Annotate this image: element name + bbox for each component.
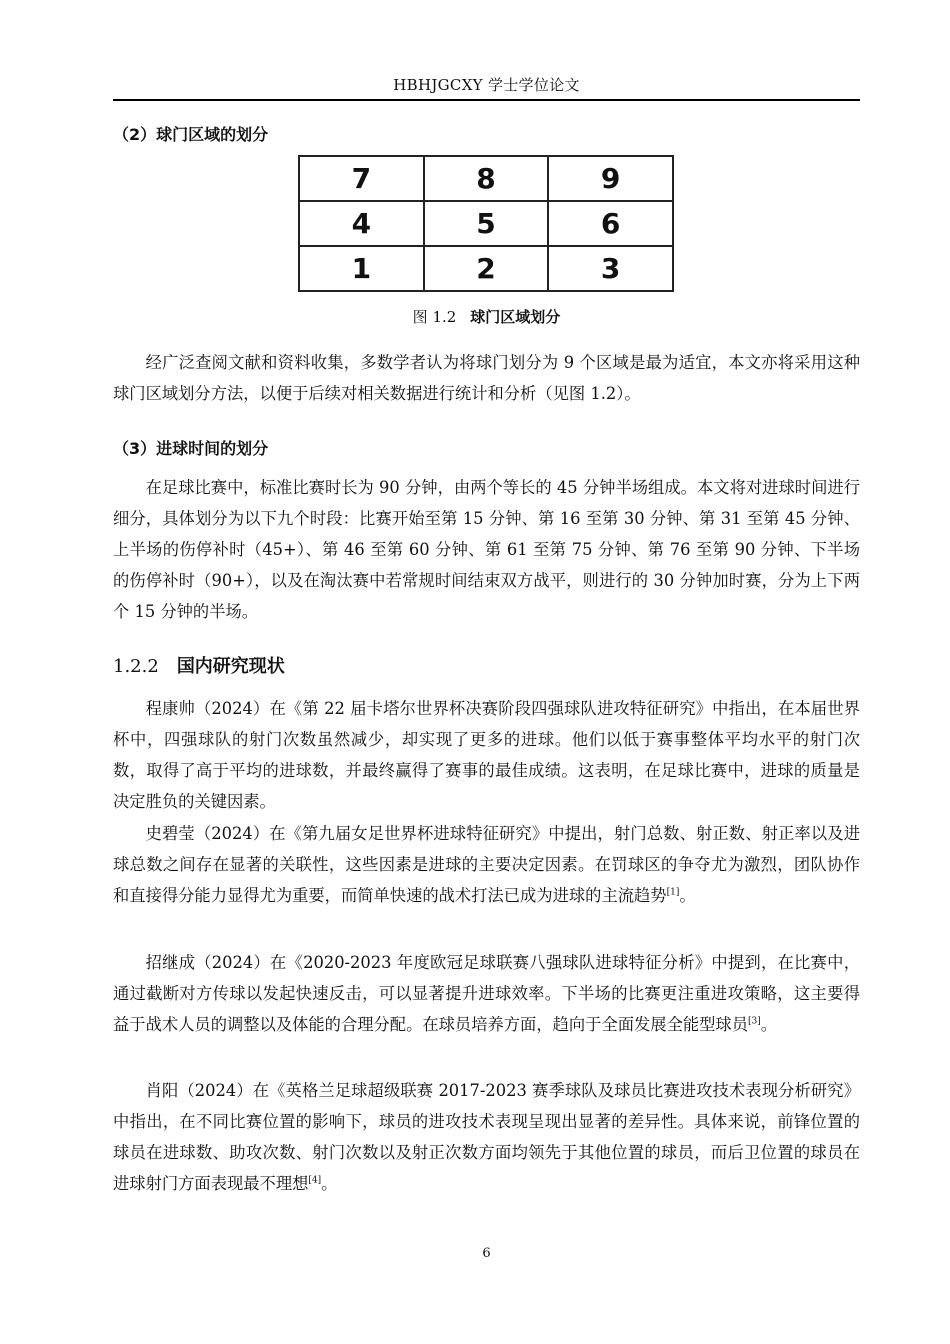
figure-label: 图 1.2 xyxy=(412,308,457,326)
grid-cell: 4 xyxy=(299,201,424,246)
header-rule xyxy=(113,99,860,101)
running-header: HBHJGCXY 学士学位论文 xyxy=(393,76,580,94)
grid-cell: 2 xyxy=(424,246,549,291)
paragraph-cheng xyxy=(113,693,860,817)
grid-cell: 1 xyxy=(299,246,424,291)
section-title: 国内研究现状 xyxy=(176,656,285,677)
grid-cell: 3 xyxy=(548,246,673,291)
grid-cell: 7 xyxy=(299,156,424,201)
citation-ref: [3] xyxy=(747,1016,761,1027)
grid-row xyxy=(299,156,673,201)
paragraph-shi xyxy=(113,818,860,911)
paragraph-text: 程康帅（2024）在《第 22 届卡塔尔世界杯决赛阶段四强球队进攻特征研究》中指出，在本届世界杯中，四强球队的射门次数虽然减少，却实现了更多的进球。他们以低于赛事整体平均水平的射门次数，取得了高于平均的进球数，并最终赢得了赛事的最佳成绩。这表明，在足球比赛中，进球的质量是决定胜负的关键因素。 xyxy=(113,699,860,811)
grid-cell: 6 xyxy=(548,201,673,246)
paragraph-end: 。 xyxy=(321,1174,338,1193)
subsection-heading-goal-zones: （2）球门区域的划分 xyxy=(113,125,269,144)
paragraph-text: 肖阳（2024）在《英格兰足球超级联赛 2017-2023 赛季球队及球员比赛进攻技术表现分析研究》中指出，在不同比赛位置的影响下，球员的进攻技术表现呈现出显著的差异性。具体来说，前锋位置的球员在进球数、助攻次数、射门次数以及射正次数方面均领先于其他位置的球员，而后卫位置的球员在进球射门方面表现最不理想 xyxy=(113,1081,860,1193)
subsection-heading-goal-time: （3）进球时间的划分 xyxy=(113,439,269,458)
paragraph-text: 招继成（2024）在《2020-2023 年度欧冠足球联赛八强球队进球特征分析》中提到，在比赛中，通过截断对方传球以发起快速反击，可以显著提升进球效率。下半场的比赛更注重进攻策略，这主要得益于战术人员的调整以及体能的合理分配。在球员培养方面，趋向于全面发展全能型球员 xyxy=(113,953,860,1034)
goal-zone-grid xyxy=(298,155,674,292)
citation-ref: [4] xyxy=(308,1175,322,1186)
citation-ref: [1] xyxy=(666,887,680,898)
grid-cell: 8 xyxy=(424,156,549,201)
page-number: 6 xyxy=(482,1246,491,1261)
paragraph-time-division: 在足球比赛中，标准比赛时长为 90 分钟，由两个等长的 45 分钟半场组成。本文将对进球时间进行细分，具体划分为以下九个时段：比赛开始至第 15 分钟、第 16 至第 30 分钟、第 31 至第 45 分钟、上半场的伤停补时（45+）、第 46 至第 60 分钟、第 61 至第 75 分钟、第 76 至第 90 分钟、下半场的伤停补时（90+），以及在淘汰赛中若常规时间结束双方战平，则进行的 30 分钟加时赛，分为上下两个 15 分钟的半场。 xyxy=(113,478,860,621)
paragraph-end: 。 xyxy=(760,1015,778,1034)
paragraph-xiao xyxy=(113,1075,860,1199)
paragraph-end: 。 xyxy=(679,886,696,905)
figure-caption xyxy=(113,306,860,327)
grid-cell: 9 xyxy=(548,156,673,201)
grid-cell: 5 xyxy=(424,201,549,246)
section-number: 1.2.2 xyxy=(113,656,159,677)
figure-title: 球门区域划分 xyxy=(470,308,561,326)
grid-row xyxy=(299,201,673,246)
paragraph-zhao xyxy=(113,947,860,1040)
paragraph-text: 史碧莹（2024）在《第九届女足世界杯进球特征研究》中提出，射门总数、射正数、射正率以及进球总数之间存在显著的关联性，这些因素是进球的主要决定因素。在罚球区的争夺尤为激烈，团队协作和直接得分能力显得尤为重要，而简单快速的战术打法已成为进球的主流趋势 xyxy=(113,824,860,905)
section-heading-domestic-research xyxy=(113,652,285,678)
grid-row xyxy=(299,246,673,291)
paragraph-zone-division: 经广泛查阅文献和资料收集，多数学者认为将球门划分为 9 个区域是最为适宜，本文亦将采用这种球门区域划分方法，以便于后续对相关数据进行统计和分析（见图 1.2）。 xyxy=(113,353,860,403)
